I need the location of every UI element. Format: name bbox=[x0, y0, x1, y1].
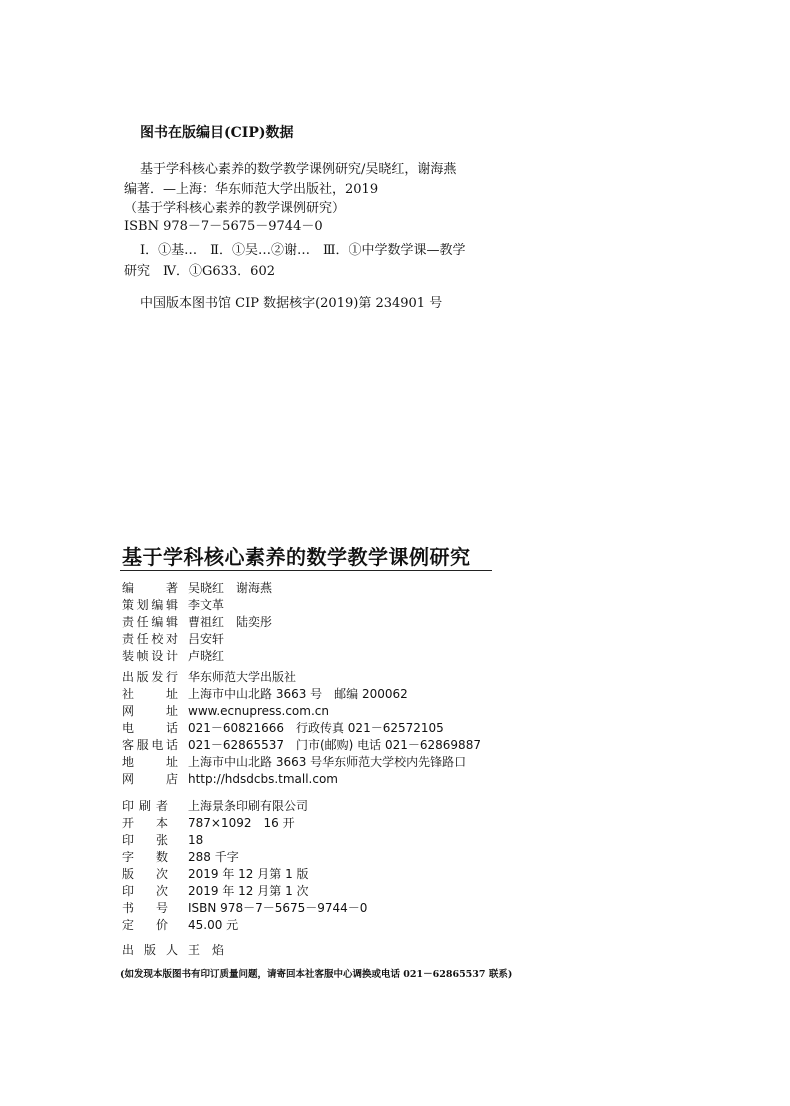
publisher-label: 客服电话 bbox=[122, 738, 178, 752]
cip-line: 研究 Ⅳ．①G633．602 bbox=[124, 264, 275, 279]
cip-line: （基于学科核心素养的教学课例研究） bbox=[124, 201, 346, 216]
credit-value: 李文革 bbox=[188, 598, 225, 612]
cip-line: 编著．—上海：华东师范大学出版社，2019 bbox=[124, 182, 379, 197]
printing-label: 印刷者 bbox=[122, 799, 168, 813]
printing-label: 印 次 bbox=[122, 884, 168, 898]
cip-line: Ⅰ．①基… Ⅱ．①吴…②谢… Ⅲ．①中学数学课—教学 bbox=[140, 243, 466, 258]
printing-label: 字 数 bbox=[122, 850, 168, 864]
printing-value: 288 千字 bbox=[188, 850, 239, 864]
cip-line: ISBN 978－7－5675－9744－0 bbox=[124, 219, 323, 234]
printing-row bbox=[122, 866, 309, 883]
publisher-value: 华东师范大学出版社 bbox=[188, 670, 297, 684]
publisher-person-row bbox=[122, 942, 225, 959]
publisher-label: 社 址 bbox=[122, 687, 178, 701]
publisher-label: 网 店 bbox=[122, 772, 178, 786]
publisher-value: http://hdsdcbs.tmall.com bbox=[188, 772, 338, 786]
publisher-value: www.ecnupress.com.cn bbox=[188, 704, 329, 718]
printing-label: 定 价 bbox=[122, 918, 168, 932]
publisher-row bbox=[122, 737, 481, 754]
printing-row bbox=[122, 815, 295, 832]
divider bbox=[120, 570, 492, 571]
publisher-label: 电 话 bbox=[122, 721, 178, 735]
cip-line: 中国版本图书馆 CIP 数据核字(2019)第 234901 号 bbox=[140, 296, 443, 311]
printing-label: 开 本 bbox=[122, 816, 168, 830]
credit-row bbox=[122, 648, 225, 665]
publisher-row bbox=[122, 669, 297, 686]
credit-label: 责任编辑 bbox=[122, 615, 178, 629]
publisher-label: 地 址 bbox=[122, 755, 178, 769]
credit-row bbox=[122, 597, 225, 614]
book-title: 基于学科核心素养的数学教学课例研究 bbox=[122, 545, 471, 569]
publisher-person-value: 王 焰 bbox=[188, 943, 225, 957]
printing-value: 45.00 元 bbox=[188, 918, 239, 932]
publisher-value: 上海市中山北路 3663 号华东师范大学校内先锋路口 bbox=[188, 755, 467, 769]
printing-value: ISBN 978－7－5675－9744－0 bbox=[188, 901, 368, 915]
printing-row bbox=[122, 832, 204, 849]
publisher-label: 网 址 bbox=[122, 704, 178, 718]
credit-label: 装帧设计 bbox=[122, 649, 178, 663]
publisher-person-label: 出版人 bbox=[122, 943, 178, 957]
credit-value: 吴晓红 谢海燕 bbox=[188, 581, 273, 595]
credit-value: 吕安轩 bbox=[188, 632, 225, 646]
printing-row bbox=[122, 798, 309, 815]
publisher-value: 021－62865537 门市(邮购) 电话 021－62869887 bbox=[188, 738, 481, 752]
printing-value: 787×1092 16 开 bbox=[188, 816, 295, 830]
credit-row bbox=[122, 580, 273, 597]
printing-row bbox=[122, 917, 239, 934]
printing-value: 上海景条印刷有限公司 bbox=[188, 799, 309, 813]
credit-value: 曹祖红 陆奕彤 bbox=[188, 615, 273, 629]
publisher-value: 021－60821666 行政传真 021－62572105 bbox=[188, 721, 444, 735]
publisher-row bbox=[122, 720, 444, 737]
printing-label: 书 号 bbox=[122, 901, 168, 915]
quality-note: (如发现本版图书有印订质量问题，请寄回本社客服中心调换或电话 021－62865537 联系) bbox=[120, 969, 513, 980]
printing-row bbox=[122, 849, 239, 866]
publisher-label: 出版发行 bbox=[122, 670, 178, 684]
credit-label: 责任校对 bbox=[122, 632, 178, 646]
printing-label: 印 张 bbox=[122, 833, 168, 847]
printing-value: 18 bbox=[188, 833, 204, 847]
credit-label: 策划编辑 bbox=[122, 598, 178, 612]
credit-value: 卢晓红 bbox=[188, 649, 225, 663]
printing-value: 2019 年 12 月第 1 版 bbox=[188, 867, 309, 881]
publisher-value: 上海市中山北路 3663 号 邮编 200062 bbox=[188, 687, 408, 701]
cip-line: 基于学科核心素养的数学教学课例研究/吴晓红，谢海燕 bbox=[140, 162, 457, 177]
cip-title: 图书在版编目(CIP)数据 bbox=[140, 125, 294, 141]
credit-row bbox=[122, 614, 273, 631]
credit-row bbox=[122, 631, 225, 648]
credit-label: 编 著 bbox=[122, 581, 178, 595]
printing-value: 2019 年 12 月第 1 次 bbox=[188, 884, 309, 898]
publisher-row bbox=[122, 703, 329, 720]
publisher-row bbox=[122, 771, 338, 788]
publisher-row bbox=[122, 686, 408, 703]
printing-row bbox=[122, 900, 368, 917]
printing-row bbox=[122, 883, 309, 900]
printing-label: 版 次 bbox=[122, 867, 168, 881]
publisher-row bbox=[122, 754, 467, 771]
